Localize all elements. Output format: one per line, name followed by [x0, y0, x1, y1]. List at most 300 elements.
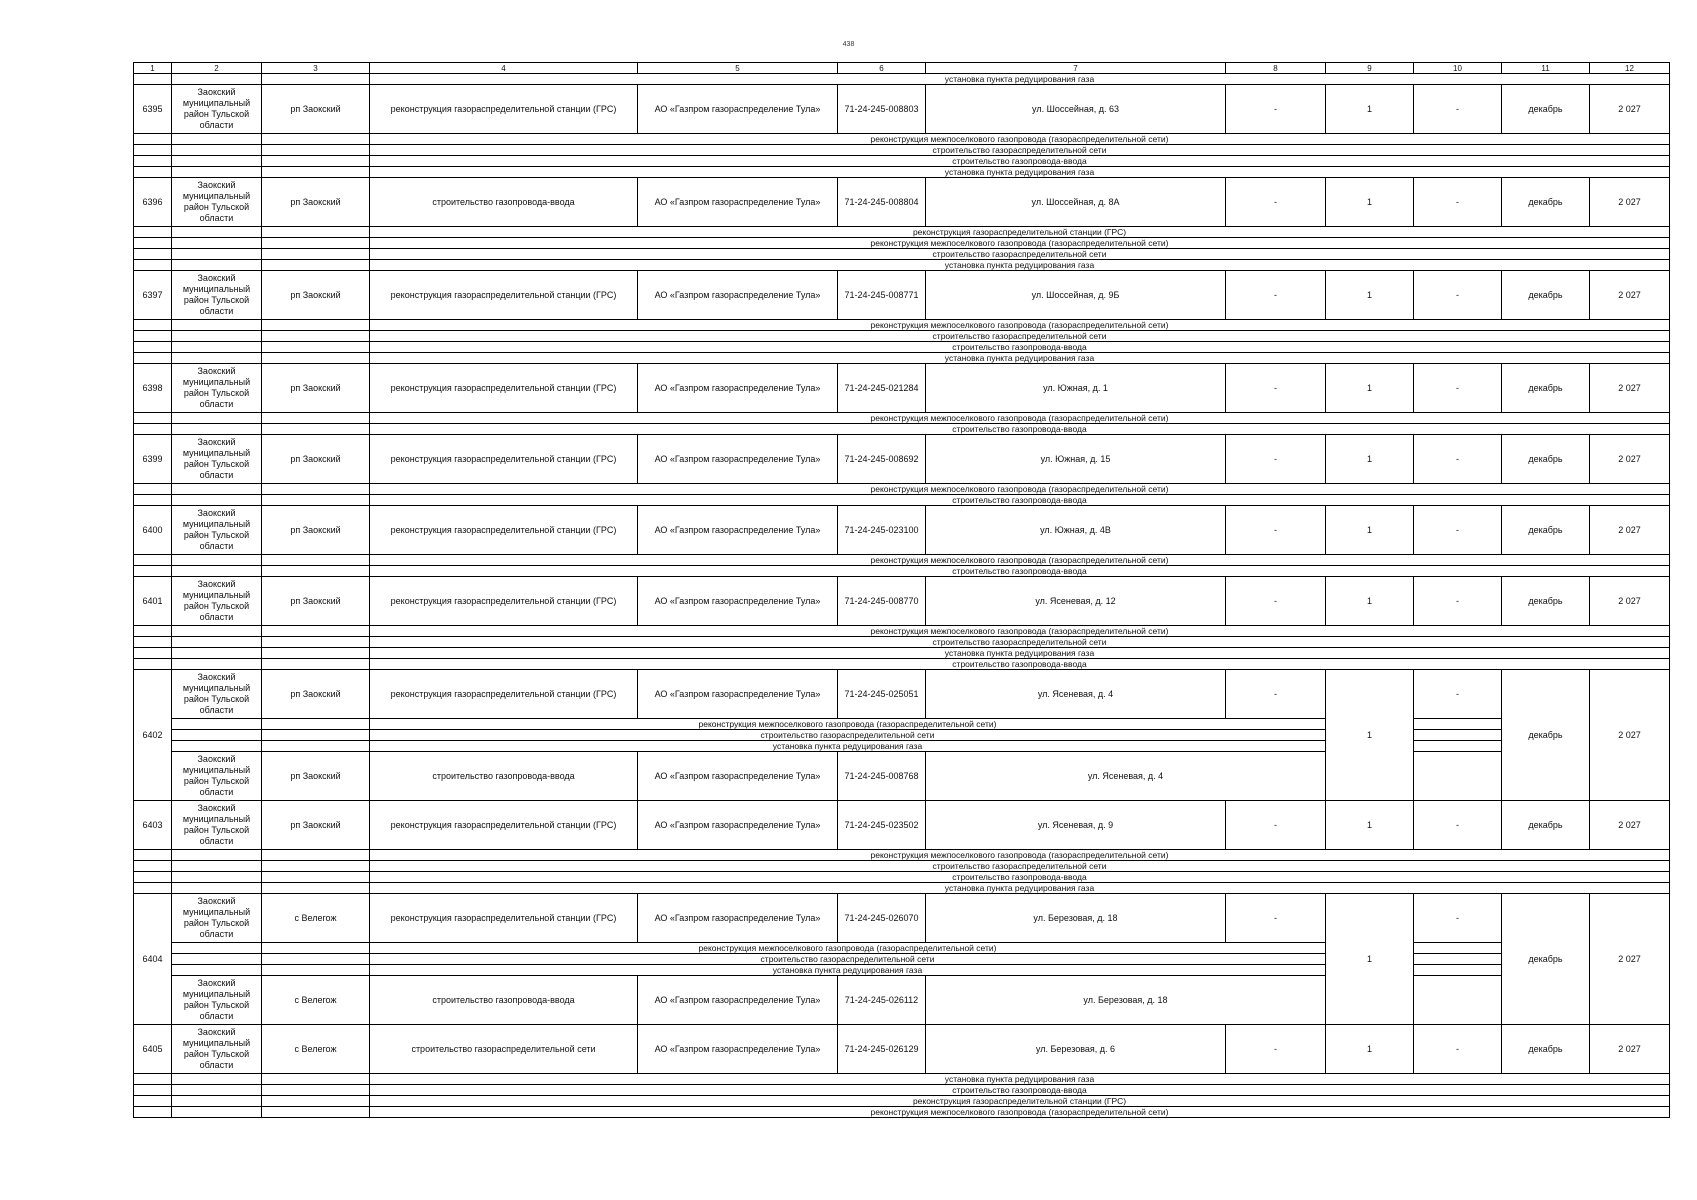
- work-type-cell: реконструкция газораспределительной станции (ГРС): [370, 271, 638, 320]
- month-cell: декабрь: [1502, 894, 1590, 1025]
- table-row: [134, 894, 1670, 943]
- year-cell: 2 027: [1590, 1025, 1670, 1074]
- column-10-cell: -: [1414, 801, 1502, 850]
- sub-work-description: реконструкция межпоселкового газопровода (газораспределительной сети): [370, 413, 1670, 424]
- empty-cell: [262, 484, 370, 495]
- column-header-row: [134, 63, 1670, 74]
- object-id-cell: 71-24-245-025051: [838, 670, 926, 719]
- organization-cell: АО «Газпром газораспределение Тула»: [638, 85, 838, 134]
- empty-cell: [172, 659, 262, 670]
- empty-cell: [172, 883, 262, 894]
- empty-cell: [1414, 730, 1502, 741]
- empty-cell: [172, 134, 262, 145]
- empty-cell: [172, 249, 262, 260]
- sub-work-row: [134, 353, 1670, 364]
- organization-cell: АО «Газпром газораспределение Тула»: [638, 1025, 838, 1074]
- sub-work-row: [134, 872, 1670, 883]
- work-type-cell: строительство газопровода-ввода: [370, 976, 638, 1025]
- sub-work-description: реконструкция межпоселкового газопровода (газораспределительной сети): [370, 320, 1670, 331]
- column-10-cell: -: [1414, 577, 1502, 626]
- settlement-cell: рп Заокский: [262, 577, 370, 626]
- table-row: [134, 435, 1670, 484]
- sub-work-row: [134, 626, 1670, 637]
- empty-cell: [134, 1096, 172, 1107]
- table-row: [134, 577, 1670, 626]
- empty-cell: [262, 167, 370, 178]
- address-cell: ул. Шоссейная, д. 9Б: [926, 271, 1226, 320]
- settlement-cell: рп Заокский: [262, 752, 370, 801]
- column-8-cell: -: [1226, 801, 1326, 850]
- empty-cell: [172, 1085, 262, 1096]
- column-8-cell: -: [1226, 364, 1326, 413]
- sub-work-description: реконструкция межпоселкового газопровода (газораспределительной сети): [370, 626, 1670, 637]
- month-cell: декабрь: [1502, 364, 1590, 413]
- work-type-cell: реконструкция газораспределительной станции (ГРС): [370, 577, 638, 626]
- table-row: [134, 178, 1670, 227]
- district-cell: Заокский муниципальный район Тульской области: [172, 670, 262, 719]
- object-id-cell: 71-24-245-008771: [838, 271, 926, 320]
- empty-cell: [172, 320, 262, 331]
- empty-cell: [1414, 965, 1502, 976]
- empty-cell: [172, 648, 262, 659]
- column-10-cell: -: [1414, 506, 1502, 555]
- sub-work-row: [134, 1085, 1670, 1096]
- empty-cell: [134, 883, 172, 894]
- sub-work-row: [134, 741, 1670, 752]
- empty-cell: [134, 861, 172, 872]
- object-id-cell: 71-24-245-008768: [838, 752, 926, 801]
- sub-work-description: реконструкция межпоселкового газопровода (газораспределительной сети): [370, 850, 1670, 861]
- column-8-cell: -: [1226, 506, 1326, 555]
- empty-cell: [172, 331, 262, 342]
- empty-cell: [134, 413, 172, 424]
- work-type-cell: реконструкция газораспределительной станции (ГРС): [370, 435, 638, 484]
- month-cell: декабрь: [1502, 178, 1590, 227]
- object-id-cell: 71-24-245-008803: [838, 85, 926, 134]
- empty-cell: [262, 353, 370, 364]
- sub-work-row: [134, 260, 1670, 271]
- district-cell: Заокский муниципальный район Тульской области: [172, 976, 262, 1025]
- empty-cell: [262, 238, 370, 249]
- sub-work-description: реконструкция межпоселкового газопровода (газораспределительной сети): [370, 943, 1326, 954]
- table-row: [134, 364, 1670, 413]
- sub-work-row: [134, 954, 1670, 965]
- sub-work-description: установка пункта редуцирования газа: [370, 353, 1670, 364]
- empty-cell: [262, 249, 370, 260]
- object-id-cell: 71-24-245-008770: [838, 577, 926, 626]
- empty-cell: [172, 145, 262, 156]
- column-8-cell: -: [1226, 577, 1326, 626]
- column-9-cell: 1: [1326, 1025, 1414, 1074]
- address-cell: ул. Южная, д. 4В: [926, 506, 1226, 555]
- district-cell: Заокский муниципальный район Тульской области: [172, 85, 262, 134]
- empty-cell: [134, 74, 172, 85]
- row-number: 6403: [134, 801, 172, 850]
- empty-cell: [172, 566, 262, 577]
- empty-cell: [172, 1074, 262, 1085]
- empty-cell: [134, 566, 172, 577]
- empty-cell: [1414, 741, 1502, 752]
- month-cell: декабрь: [1502, 801, 1590, 850]
- column-10-cell: -: [1414, 1025, 1502, 1074]
- sub-work-description: установка пункта редуцирования газа: [370, 741, 1326, 752]
- sub-work-description: строительство газораспределительной сети: [370, 145, 1670, 156]
- column-header: 3: [262, 63, 370, 74]
- empty-cell: [262, 320, 370, 331]
- month-cell: декабрь: [1502, 435, 1590, 484]
- column-10-cell: -: [1414, 435, 1502, 484]
- empty-cell: [134, 850, 172, 861]
- empty-cell: [134, 353, 172, 364]
- column-9-cell: 1: [1326, 178, 1414, 227]
- sub-work-description: реконструкция газораспределительной станции (ГРС): [370, 1096, 1670, 1107]
- sub-work-description: строительство газораспределительной сети: [370, 249, 1670, 260]
- column-8-cell: -: [1226, 894, 1326, 943]
- empty-cell: [262, 850, 370, 861]
- empty-cell: [262, 424, 370, 435]
- sub-work-description: установка пункта редуцирования газа: [370, 74, 1670, 85]
- sub-work-row: [134, 342, 1670, 353]
- empty-cell: [172, 861, 262, 872]
- address-cell: ул. Березовая, д. 18: [926, 976, 1326, 1025]
- empty-cell: [262, 719, 370, 730]
- empty-cell: [262, 342, 370, 353]
- address-cell: ул. Ясеневая, д. 9: [926, 801, 1226, 850]
- month-cell: декабрь: [1502, 670, 1590, 801]
- column-9-cell: 1: [1326, 506, 1414, 555]
- object-id-cell: 71-24-245-023100: [838, 506, 926, 555]
- settlement-cell: с Велегож: [262, 976, 370, 1025]
- sub-work-description: реконструкция межпоселкового газопровода (газораспределительной сети): [370, 719, 1326, 730]
- district-cell: Заокский муниципальный район Тульской области: [172, 1025, 262, 1074]
- empty-cell: [1414, 719, 1502, 730]
- empty-cell: [172, 741, 262, 752]
- table-row: [134, 1025, 1670, 1074]
- empty-cell: [1414, 976, 1502, 1025]
- year-cell: 2 027: [1590, 178, 1670, 227]
- sub-work-description: строительство газораспределительной сети: [370, 954, 1326, 965]
- table-row: [134, 670, 1670, 719]
- sub-work-description: строительство газопровода-ввода: [370, 566, 1670, 577]
- column-10-cell: -: [1414, 271, 1502, 320]
- column-header: 6: [838, 63, 926, 74]
- table-row: [134, 801, 1670, 850]
- column-header: 9: [1326, 63, 1414, 74]
- work-type-cell: реконструкция газораспределительной станции (ГРС): [370, 670, 638, 719]
- row-number: 6405: [134, 1025, 172, 1074]
- column-9-cell: 1: [1326, 271, 1414, 320]
- sub-work-row: [134, 1074, 1670, 1085]
- sub-work-description: реконструкция межпоселкового газопровода (газораспределительной сети): [370, 1107, 1670, 1118]
- object-id-cell: 71-24-245-023502: [838, 801, 926, 850]
- organization-cell: АО «Газпром газораспределение Тула»: [638, 894, 838, 943]
- row-number: 6398: [134, 364, 172, 413]
- empty-cell: [262, 637, 370, 648]
- empty-cell: [172, 1096, 262, 1107]
- empty-cell: [262, 555, 370, 566]
- district-cell: Заокский муниципальный район Тульской области: [172, 271, 262, 320]
- empty-cell: [172, 74, 262, 85]
- work-type-cell: реконструкция газораспределительной станции (ГРС): [370, 801, 638, 850]
- settlement-cell: рп Заокский: [262, 435, 370, 484]
- empty-cell: [172, 943, 262, 954]
- sub-work-description: реконструкция межпоселкового газопровода (газораспределительной сети): [370, 484, 1670, 495]
- empty-cell: [134, 872, 172, 883]
- sub-work-row: [134, 1096, 1670, 1107]
- empty-cell: [134, 134, 172, 145]
- sub-work-row: [134, 74, 1670, 85]
- address-cell: ул. Южная, д. 15: [926, 435, 1226, 484]
- sub-work-row: [134, 965, 1670, 976]
- sub-work-description: установка пункта редуцирования газа: [370, 648, 1670, 659]
- empty-cell: [172, 872, 262, 883]
- organization-cell: АО «Газпром газораспределение Тула»: [638, 435, 838, 484]
- work-type-cell: реконструкция газораспределительной станции (ГРС): [370, 364, 638, 413]
- year-cell: 2 027: [1590, 577, 1670, 626]
- organization-cell: АО «Газпром газораспределение Тула»: [638, 364, 838, 413]
- empty-cell: [172, 555, 262, 566]
- row-number: 6399: [134, 435, 172, 484]
- empty-cell: [134, 1074, 172, 1085]
- column-10-cell: -: [1414, 894, 1502, 943]
- sub-work-description: реконструкция межпоселкового газопровода (газораспределительной сети): [370, 238, 1670, 249]
- district-cell: Заокский муниципальный район Тульской области: [172, 506, 262, 555]
- empty-cell: [172, 156, 262, 167]
- object-id-cell: 71-24-245-008804: [838, 178, 926, 227]
- column-header: 10: [1414, 63, 1502, 74]
- empty-cell: [134, 260, 172, 271]
- column-9-cell: 1: [1326, 801, 1414, 850]
- year-cell: 2 027: [1590, 364, 1670, 413]
- empty-cell: [262, 861, 370, 872]
- sub-work-description: установка пункта редуцирования газа: [370, 260, 1670, 271]
- empty-cell: [262, 495, 370, 506]
- month-cell: декабрь: [1502, 85, 1590, 134]
- empty-cell: [134, 238, 172, 249]
- empty-cell: [134, 424, 172, 435]
- organization-cell: АО «Газпром газораспределение Тула»: [638, 577, 838, 626]
- work-type-cell: строительство газопровода-ввода: [370, 752, 638, 801]
- sub-work-row: [134, 883, 1670, 894]
- empty-cell: [262, 730, 370, 741]
- month-cell: декабрь: [1502, 506, 1590, 555]
- year-cell: 2 027: [1590, 435, 1670, 484]
- sub-work-row: [134, 249, 1670, 260]
- empty-cell: [172, 495, 262, 506]
- sub-work-description: реконструкция межпоселкового газопровода (газораспределительной сети): [370, 555, 1670, 566]
- work-type-cell: реконструкция газораспределительной станции (ГРС): [370, 894, 638, 943]
- sub-work-description: установка пункта редуцирования газа: [370, 167, 1670, 178]
- empty-cell: [1414, 954, 1502, 965]
- empty-cell: [172, 260, 262, 271]
- sub-work-row: [134, 648, 1670, 659]
- row-number: 6404: [134, 894, 172, 1025]
- empty-cell: [172, 626, 262, 637]
- empty-cell: [134, 156, 172, 167]
- empty-cell: [134, 495, 172, 506]
- district-cell: Заокский муниципальный район Тульской области: [172, 364, 262, 413]
- work-type-cell: строительство газопровода-ввода: [370, 178, 638, 227]
- sub-work-description: строительство газопровода-ввода: [370, 495, 1670, 506]
- empty-cell: [134, 659, 172, 670]
- organization-cell: АО «Газпром газораспределение Тула»: [638, 506, 838, 555]
- page-number: 438: [842, 41, 855, 48]
- column-8-cell: -: [1226, 1025, 1326, 1074]
- organization-cell: АО «Газпром газораспределение Тула»: [638, 801, 838, 850]
- empty-cell: [134, 1107, 172, 1118]
- empty-cell: [262, 954, 370, 965]
- settlement-cell: рп Заокский: [262, 801, 370, 850]
- column-9-cell: 1: [1326, 670, 1414, 801]
- district-cell: Заокский муниципальный район Тульской области: [172, 801, 262, 850]
- column-10-cell: -: [1414, 85, 1502, 134]
- empty-cell: [172, 353, 262, 364]
- district-cell: Заокский муниципальный район Тульской области: [172, 435, 262, 484]
- year-cell: 2 027: [1590, 271, 1670, 320]
- address-cell: ул. Ясеневая, д. 12: [926, 577, 1226, 626]
- object-id-cell: 71-24-245-008692: [838, 435, 926, 484]
- column-8-cell: -: [1226, 435, 1326, 484]
- empty-cell: [172, 954, 262, 965]
- column-header: 5: [638, 63, 838, 74]
- year-cell: 2 027: [1590, 670, 1670, 801]
- empty-cell: [262, 1074, 370, 1085]
- empty-cell: [262, 145, 370, 156]
- sub-work-row: [134, 484, 1670, 495]
- empty-cell: [262, 741, 370, 752]
- sub-work-description: строительство газораспределительной сети: [370, 730, 1326, 741]
- column-header: 2: [172, 63, 262, 74]
- empty-cell: [134, 145, 172, 156]
- sub-work-description: реконструкция газораспределительной станции (ГРС): [370, 227, 1670, 238]
- row-number: 6400: [134, 506, 172, 555]
- settlement-cell: с Велегож: [262, 1025, 370, 1074]
- column-9-cell: 1: [1326, 364, 1414, 413]
- empty-cell: [262, 1085, 370, 1096]
- district-cell: Заокский муниципальный район Тульской области: [172, 178, 262, 227]
- sub-work-description: строительство газопровода-ввода: [370, 872, 1670, 883]
- empty-cell: [134, 320, 172, 331]
- month-cell: декабрь: [1502, 1025, 1590, 1074]
- empty-cell: [172, 850, 262, 861]
- sub-work-description: установка пункта редуцирования газа: [370, 965, 1326, 976]
- sub-work-row: [134, 1107, 1670, 1118]
- empty-cell: [134, 342, 172, 353]
- sub-work-row: [134, 495, 1670, 506]
- district-cell: Заокский муниципальный район Тульской области: [172, 752, 262, 801]
- settlement-cell: рп Заокский: [262, 178, 370, 227]
- empty-cell: [262, 648, 370, 659]
- empty-cell: [172, 730, 262, 741]
- empty-cell: [172, 167, 262, 178]
- empty-cell: [262, 965, 370, 976]
- table-row: [134, 976, 1670, 1025]
- table-row: [134, 85, 1670, 134]
- row-number: 6401: [134, 577, 172, 626]
- table-row: [134, 271, 1670, 320]
- empty-cell: [134, 637, 172, 648]
- sub-work-row: [134, 943, 1670, 954]
- table-row: [134, 752, 1670, 801]
- organization-cell: АО «Газпром газораспределение Тула»: [638, 271, 838, 320]
- empty-cell: [1414, 752, 1502, 801]
- empty-cell: [134, 648, 172, 659]
- sub-work-description: строительство газораспределительной сети: [370, 861, 1670, 872]
- table-body: [134, 63, 1670, 1118]
- empty-cell: [172, 238, 262, 249]
- column-8-cell: -: [1226, 85, 1326, 134]
- settlement-cell: рп Заокский: [262, 506, 370, 555]
- column-header: 11: [1502, 63, 1590, 74]
- column-8-cell: -: [1226, 271, 1326, 320]
- column-header: 8: [1226, 63, 1326, 74]
- sub-work-row: [134, 730, 1670, 741]
- address-cell: ул. Березовая, д. 18: [926, 894, 1226, 943]
- sub-work-row: [134, 238, 1670, 249]
- address-cell: ул. Березовая, д. 6: [926, 1025, 1226, 1074]
- sub-work-row: [134, 659, 1670, 670]
- sub-work-row: [134, 331, 1670, 342]
- sub-work-row: [134, 413, 1670, 424]
- sub-work-description: реконструкция межпоселкового газопровода (газораспределительной сети): [370, 134, 1670, 145]
- sub-work-row: [134, 555, 1670, 566]
- empty-cell: [134, 1085, 172, 1096]
- empty-cell: [134, 484, 172, 495]
- row-number: 6395: [134, 85, 172, 134]
- empty-cell: [262, 943, 370, 954]
- column-9-cell: 1: [1326, 435, 1414, 484]
- empty-cell: [172, 1107, 262, 1118]
- organization-cell: АО «Газпром газораспределение Тула»: [638, 976, 838, 1025]
- sub-work-description: строительство газопровода-ввода: [370, 342, 1670, 353]
- empty-cell: [1414, 943, 1502, 954]
- empty-cell: [134, 249, 172, 260]
- column-10-cell: -: [1414, 178, 1502, 227]
- month-cell: декабрь: [1502, 577, 1590, 626]
- row-number: 6397: [134, 271, 172, 320]
- address-cell: ул. Ясеневая, д. 4: [926, 670, 1226, 719]
- empty-cell: [134, 227, 172, 238]
- object-id-cell: 71-24-245-026129: [838, 1025, 926, 1074]
- empty-cell: [134, 626, 172, 637]
- empty-cell: [172, 965, 262, 976]
- column-header: 4: [370, 63, 638, 74]
- sub-work-row: [134, 637, 1670, 648]
- address-cell: ул. Шоссейная, д. 63: [926, 85, 1226, 134]
- district-cell: Заокский муниципальный район Тульской области: [172, 894, 262, 943]
- column-9-cell: 1: [1326, 894, 1414, 1025]
- column-header: 7: [926, 63, 1226, 74]
- empty-cell: [262, 1096, 370, 1107]
- sub-work-description: строительство газопровода-ввода: [370, 1085, 1670, 1096]
- empty-cell: [262, 659, 370, 670]
- empty-cell: [262, 134, 370, 145]
- empty-cell: [262, 227, 370, 238]
- empty-cell: [262, 1107, 370, 1118]
- empty-cell: [172, 342, 262, 353]
- sub-work-description: строительство газораспределительной сети: [370, 637, 1670, 648]
- month-cell: декабрь: [1502, 271, 1590, 320]
- organization-cell: АО «Газпром газораспределение Тула»: [638, 178, 838, 227]
- empty-cell: [262, 156, 370, 167]
- organization-cell: АО «Газпром газораспределение Тула»: [638, 752, 838, 801]
- sub-work-row: [134, 227, 1670, 238]
- column-9-cell: 1: [1326, 577, 1414, 626]
- empty-cell: [262, 626, 370, 637]
- empty-cell: [134, 331, 172, 342]
- settlement-cell: рп Заокский: [262, 670, 370, 719]
- object-id-cell: 71-24-245-021284: [838, 364, 926, 413]
